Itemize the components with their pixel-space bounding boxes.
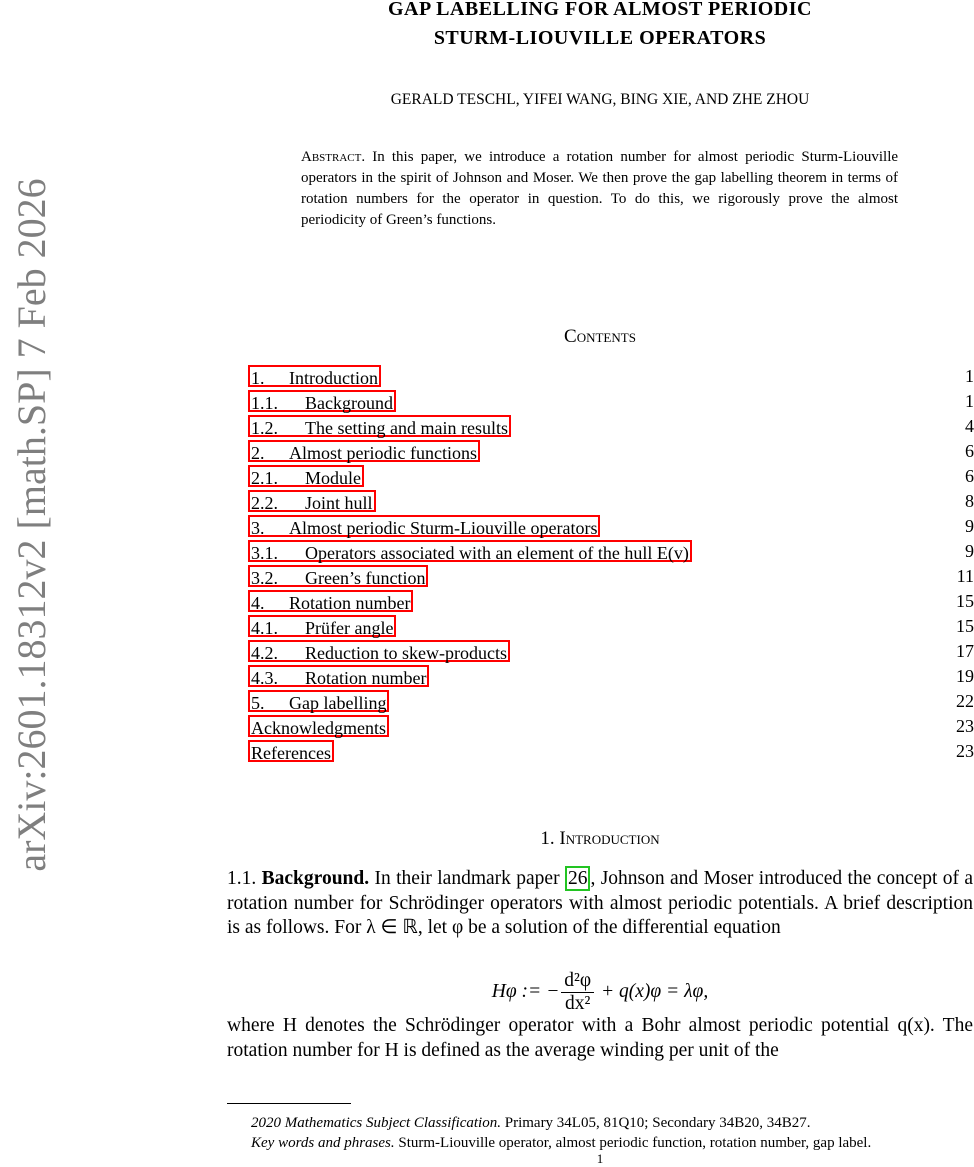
citation-link[interactable]: 26 (565, 866, 591, 891)
msc-label: 2020 Mathematics Subject Classification. (251, 1115, 501, 1131)
keywords-text: Sturm-Liouville operator, almost periodic function, rotation number, gap label. (398, 1135, 872, 1151)
toc-entry-page: 9 (965, 516, 974, 536)
abstract-label: Abstract. (301, 149, 366, 165)
toc-link[interactable] (248, 390, 396, 412)
author-list: GERALD TESCHL, YIFEI WANG, BING XIE, AND ZHE ZHOU (390, 91, 810, 108)
toc-entry-number: 4.2. (251, 643, 278, 663)
toc-entry-number: 4.3. (251, 668, 278, 688)
toc-link[interactable] (248, 490, 376, 512)
toc-entry (248, 664, 974, 689)
abstract-text: In this paper, we introduce a rotation number for almost periodic Sturm-Liouville operators in the spirit of Johnson and Moser. We then prove the gap labelling theorem in terms of rotation numbers for the operator in question. To do this, we rigorously prove the almost periodicity of Green’s functions. (301, 149, 899, 228)
toc-entry (248, 514, 974, 539)
toc-entry-label: Acknowledgments (251, 718, 386, 738)
subsection-number: 1.1. (227, 868, 257, 889)
toc-entry-number: 2.1. (251, 468, 278, 488)
toc-link[interactable] (248, 415, 511, 437)
toc-entry-label: Joint hull (305, 493, 373, 513)
toc-entry-label: Rotation number (289, 593, 411, 613)
toc-entry-label: Gap labelling (289, 693, 387, 713)
definition-paragraph: where H denotes the Schrödinger operator with a Bohr almost periodic potential q(x). The rotation number for H is defined as the average winding per unit of the (227, 1015, 973, 1061)
toc-entry-label: Prüfer angle (305, 618, 394, 638)
msc-text: Primary 34L05, 81Q10; Secondary 34B20, 34B27. (504, 1115, 811, 1131)
toc-entry-label: Almost periodic Sturm-Liouville operators (289, 518, 598, 538)
toc-entry (248, 639, 974, 664)
toc-entry (248, 564, 974, 589)
toc-entry-label: Module (305, 468, 361, 488)
toc-entry (248, 739, 974, 764)
toc-entry-page: 11 (956, 566, 974, 586)
equation-lhs: Hφ := − (491, 980, 560, 1002)
abstract (301, 147, 898, 231)
schrodinger-equation (227, 970, 973, 1015)
toc-entry-label: Background (305, 393, 393, 413)
toc-entry-number: 3. (251, 518, 265, 538)
toc-entry-label: Reduction to skew-products (305, 643, 507, 663)
toc-entry-number: 2.2. (251, 493, 278, 513)
toc-entry-label: Almost periodic functions (289, 443, 477, 463)
toc-entry-number: 4. (251, 593, 265, 613)
page-number: 1 (596, 1151, 604, 1166)
toc-entry-page: 23 (956, 741, 974, 761)
toc-entry-page: 15 (956, 591, 974, 611)
footnote-rule (227, 1103, 351, 1104)
toc-entry-number: 1.2. (251, 418, 278, 438)
toc-link[interactable] (248, 640, 510, 662)
toc-entry-label: Rotation number (305, 668, 427, 688)
msc-footnote (227, 1113, 973, 1134)
arxiv-identifier: arXiv:2601.18312v2 [math.SP] 7 Feb 2026 (9, 178, 54, 872)
fraction-numerator: d²φ (561, 970, 594, 993)
toc-entry-number: 1. (251, 368, 265, 388)
toc-entry-label: The setting and main results (305, 418, 508, 438)
toc-entry-page: 17 (956, 641, 974, 661)
toc-entry-label: References (251, 743, 331, 763)
toc-entry (248, 364, 974, 389)
toc-entry-number: 2. (251, 443, 265, 463)
equation-fraction (561, 970, 594, 1015)
toc-entry-page: 1 (965, 391, 974, 411)
subsection-title: Background. (261, 868, 370, 889)
toc-entry-label: Green’s function (305, 568, 426, 588)
toc-link[interactable] (248, 440, 480, 462)
toc-entry (248, 614, 974, 639)
toc-entry (248, 589, 974, 614)
toc-entry (248, 439, 974, 464)
toc-entry-number: 1.1. (251, 393, 278, 413)
toc-entry (248, 539, 974, 564)
toc-entry-page: 8 (965, 491, 974, 511)
background-paragraph (227, 867, 973, 941)
toc-link[interactable] (248, 515, 600, 537)
equation-rhs: + q(x)φ = λφ, (600, 980, 709, 1002)
paragraph-text-before-citation: In their landmark paper (374, 868, 560, 889)
toc-entry (248, 414, 974, 439)
toc-entry-label: Introduction (289, 368, 378, 388)
toc-entry-number: 3.1. (251, 543, 278, 563)
toc-link[interactable] (248, 615, 396, 637)
paper-title-line-2: STURM-LIOUVILLE OPERATORS (433, 27, 767, 49)
toc-entry-page: 15 (956, 616, 974, 636)
toc-entry-number: 5. (251, 693, 265, 713)
section-heading-introduction: 1. Introduction (540, 828, 660, 849)
toc-entry-page: 19 (956, 666, 974, 686)
toc-entry-page: 6 (965, 466, 974, 486)
toc-entry-page: 9 (965, 541, 974, 561)
keywords-label: Key words and phrases. (251, 1135, 395, 1151)
toc-entry-number: 3.2. (251, 568, 278, 588)
table-of-contents (248, 364, 974, 764)
contents-heading: Contents (564, 326, 636, 347)
toc-entry-label: Operators associated with an element of the hull E(v) (305, 543, 689, 563)
fraction-denominator: dx² (564, 993, 591, 1014)
toc-link[interactable] (248, 565, 428, 587)
toc-link[interactable] (248, 540, 692, 562)
toc-entry-page: 22 (956, 691, 974, 711)
toc-entry (248, 689, 974, 714)
toc-link[interactable] (248, 465, 364, 487)
toc-link[interactable] (248, 665, 429, 687)
toc-entry-number: 4.1. (251, 618, 278, 638)
toc-entry-page: 23 (956, 716, 974, 736)
toc-link[interactable] (248, 365, 381, 387)
toc-entry-page: 1 (965, 366, 974, 386)
toc-entry (248, 714, 974, 739)
toc-entry (248, 464, 974, 489)
paper-title-line-1: GAP LABELLING FOR ALMOST PERIODIC (388, 0, 812, 20)
toc-entry-page: 4 (965, 416, 974, 436)
toc-link[interactable] (248, 740, 334, 762)
paragraph-text-after-citation: , Johnson and Moser introduced the concept of a rotation number for Schrödinger operators with almost periodic potentials. A brief description is as follows. For λ ∈ ℝ, let φ be a solution of the differential equation (227, 868, 974, 938)
toc-entry (248, 489, 974, 514)
toc-link[interactable] (248, 590, 413, 612)
toc-link[interactable] (248, 690, 389, 712)
toc-link[interactable] (248, 715, 389, 737)
toc-entry-page: 6 (965, 441, 974, 461)
toc-entry (248, 389, 974, 414)
